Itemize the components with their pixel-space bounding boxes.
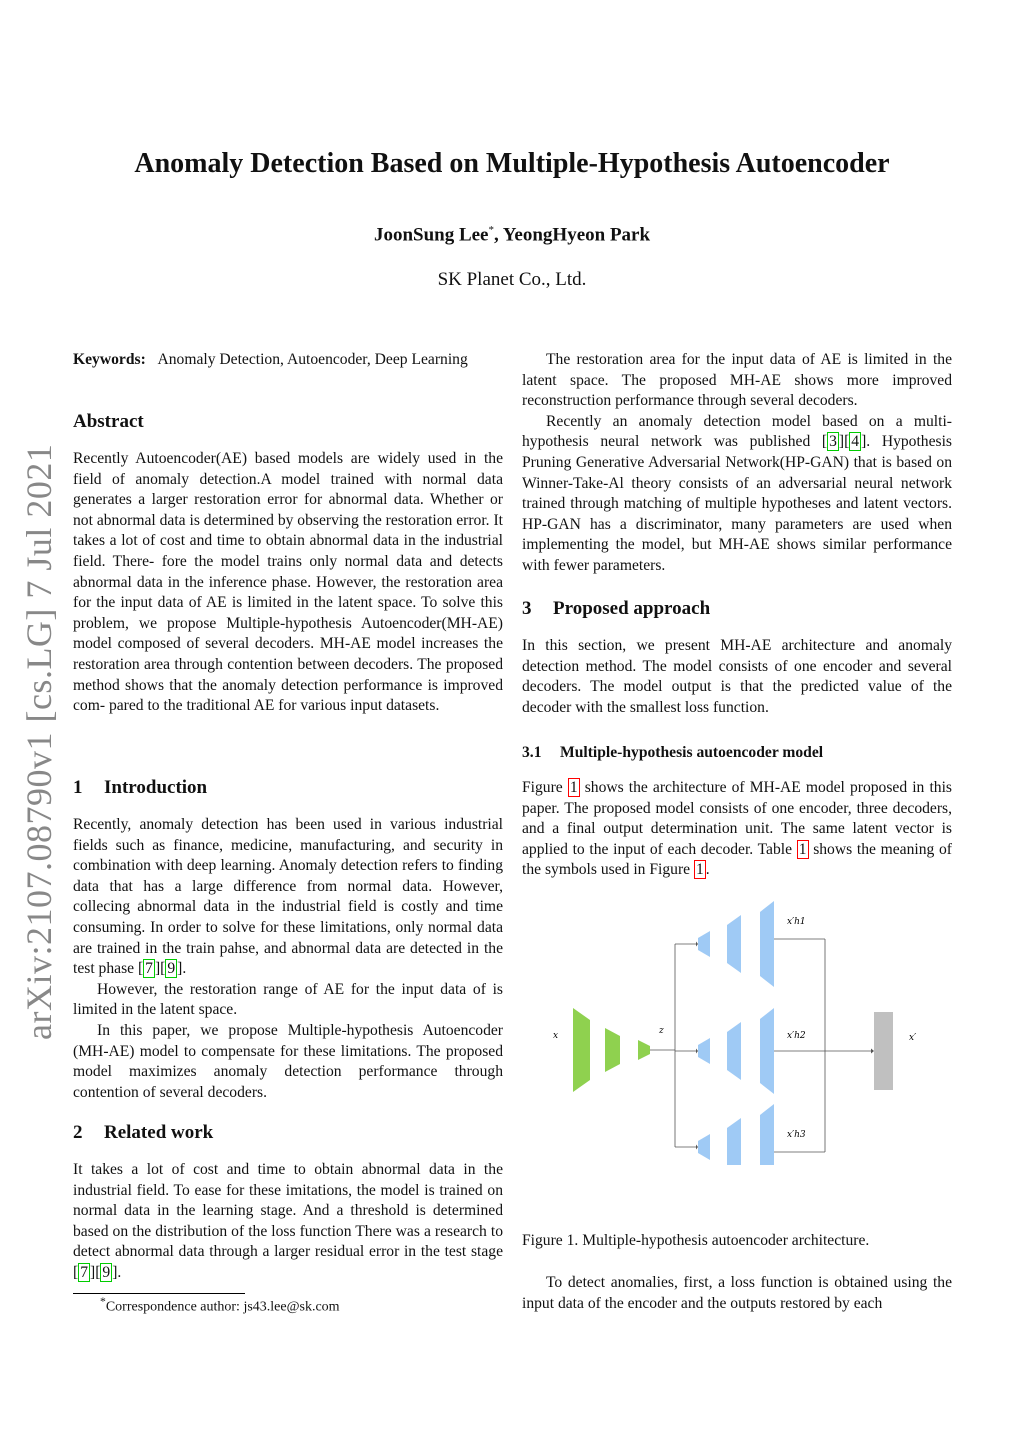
citation-link[interactable]: 9 <box>102 1263 111 1281</box>
author-2: YeongHyeon Park <box>502 224 651 246</box>
decoder-3-layer <box>698 1134 710 1160</box>
paper-title: Anomaly Detection Based on Multiple-Hypothesis Autoencoder <box>134 148 890 179</box>
decoder-1-layer <box>698 931 710 957</box>
related-p1: It takes a lot of cost and time to obtain abnormal data in the industrial field. To ease for these imitations, the model is trained on normal data in the learning stage. And a threshold is determined based on the distribution of the loss function There was a research to detect abnormal data through a larger residual error in the test stage [ 7 ][ 9 ]. <box>73 1161 503 1281</box>
proposed-body <box>522 636 952 718</box>
latent-label: z <box>659 1026 664 1036</box>
author-1: JoonSung Lee <box>373 224 489 246</box>
intro-p1: Recently, anomaly detection has been used in various industrial fields such as finance, medicine, manufacturing, and security in combination with deep learning. Anomaly detection refers to finding data that has a large difference from normal data. However, collecing abnormal data in the industrial field is costly and time consuming. In order to solve for these limitations, only normal data are trained in the train pahse, and abnormal data are detected in the test phase [ 7 ][ 9 ]. <box>73 816 503 978</box>
footnote-rule <box>73 1293 245 1294</box>
footnote: *Correspondence author: js43.lee@sk.com <box>100 1295 340 1315</box>
decoder-3-layer <box>727 1118 741 1165</box>
proposed-p1: In this section, we present MH-AE architecture and anomaly detection method. The model consists of one encoder and several decoders. The model output is that the predicted value of the decoder with the smallest loss function. <box>522 637 952 716</box>
decoder-output-label-2: x′h2 <box>787 1031 806 1041</box>
citation-link[interactable]: 7 <box>80 1263 88 1281</box>
decoder-2-layer <box>698 1038 710 1064</box>
latent-layer <box>638 1040 650 1060</box>
author-separator: , <box>494 224 499 246</box>
citation-link[interactable]: 7 <box>145 960 153 978</box>
intro-body <box>73 815 503 1103</box>
subsection-title: Multiple-hypothesis autoencoder model <box>560 744 824 761</box>
citation-link[interactable]: 9 <box>167 960 176 978</box>
decoder-output-label-3: x′h3 <box>787 1130 806 1140</box>
right-intro-body <box>522 350 952 577</box>
abstract-text: Recently Autoencoder(AE) based models are widely used in the field of anomaly detection.A model trained with normal data generates a larger restoration error for abnormal data. Whether or not abnormal data is determined by observing the restoration error. It takes a lot of cost and time to obtain abnormal data in the industrial field. There- fore the model trains only normal data and detects abnormal data in the inference phase. However, the restoration area for the input data of AE is limited in the latent space. To solve this problem, we propose Multiple-hypothesis Autoencoder(MH-AE) model composed of several decoders. MH-AE model increases the restoration area through contention between decoders. The proposed method shows that the anomaly detection performance is improved com- pared to the traditional AE for various input datasets. <box>73 450 504 715</box>
section-number: 1 <box>73 777 83 798</box>
sub31-p1: Figure 1 shows the architecture of MH-AE model proposed in this paper. The proposed model consists of one encoder, three decoders, and a final output determination unit. The same latent vector is applied to the input of each decoder. Table 1 shows the meaning of the symbols used in Figure 1 . <box>522 779 952 879</box>
figure-ref-link[interactable]: 1 <box>695 861 704 879</box>
subsection-body <box>522 778 952 881</box>
section-number: 3 <box>522 598 532 619</box>
citation-link[interactable]: 3 <box>829 433 837 451</box>
intro-heading <box>73 778 503 799</box>
table-ref-link[interactable]: 1 <box>798 840 807 858</box>
decoder-blocks <box>698 901 774 1165</box>
decoder-output-label-1: x′h1 <box>787 917 806 927</box>
authors <box>0 224 1024 246</box>
decoder-3-layer <box>760 1104 774 1165</box>
decoder-1-layer <box>760 901 774 987</box>
encoder-layer <box>573 1008 590 1092</box>
related-body <box>73 1160 503 1284</box>
right-p2: Recently an anomaly detection model based on a multi-hypothesis neural network was published [ 3 ][ 4 ]. Hypothesis Pruning Generative Adversarial Network(HP-GAN) that is based on Winner-Take-Al theory consists of an adversarial neural network trained through matching of multiple hypotheses and latent vectors. HP-GAN has a discriminator, many parameters are used when implementing the model, but MH-AE shows similar performance with fewer parameters. <box>522 412 952 574</box>
arrow-head <box>696 1049 698 1054</box>
decoder-2-layer <box>727 1022 741 1080</box>
arrow-head <box>871 1049 874 1054</box>
abstract-heading: Abstract <box>73 411 144 432</box>
arxiv-side-label: arXiv:2107.08790v1 [cs.LG] 7 Jul 2021 <box>19 443 59 1040</box>
citation-link[interactable]: 4 <box>851 433 860 451</box>
input-label: x <box>553 1031 559 1041</box>
architecture-figure <box>535 895 935 1165</box>
section-title: Related work <box>104 1122 214 1143</box>
arrow-head <box>696 1145 698 1150</box>
figure-ref-link[interactable]: 1 <box>569 779 578 796</box>
subsection-heading <box>522 743 952 764</box>
section-number: 2 <box>73 1122 83 1143</box>
keywords <box>73 350 503 371</box>
footnote-mark: * <box>488 224 494 236</box>
decoder-2-layer <box>760 1008 774 1094</box>
encoder-block <box>573 1008 650 1092</box>
keywords-text: Anomaly Detection, Autoencoder, Deep Learning <box>157 351 468 368</box>
output-label: x′ <box>909 1033 917 1043</box>
section-title: Introduction <box>104 777 208 798</box>
tail-body <box>522 1273 952 1314</box>
affiliation: SK Planet Co., Ltd. <box>437 269 587 290</box>
decoder-1-layer <box>727 915 741 973</box>
subsection-number: 3.1 <box>522 744 542 761</box>
output-determination-unit <box>874 1012 893 1090</box>
tail-paragraph: To detect anomalies, first, a loss function is obtained using the input data of the encoder and the outputs restored by each <box>522 1274 952 1312</box>
intro-p2: However, the restoration range of AE for the input data of is limited in the latent space. <box>73 980 503 1019</box>
figure-caption: Figure 1. Multiple-hypothesis autoencoder architecture. <box>522 1232 870 1249</box>
related-heading <box>73 1123 503 1144</box>
section-title: Proposed approach <box>553 598 711 619</box>
right-p1: The restoration area for the input data of AE is limited in the latent space. The proposed MH-AE shows more improved reconstruction performance through several decoders. <box>522 351 952 410</box>
keywords-label: Keywords: <box>73 351 146 368</box>
encoder-layer <box>605 1028 620 1072</box>
intro-p3: In this paper, we propose Multiple-hypothesis Autoencoder (MH-AE) model to compensate for these limitations. The proposed model maximizes anomaly detection performance through contention of several decoders. <box>73 1021 503 1101</box>
arrow-head <box>696 942 698 947</box>
proposed-heading <box>522 599 952 620</box>
abstract-body <box>73 449 503 717</box>
